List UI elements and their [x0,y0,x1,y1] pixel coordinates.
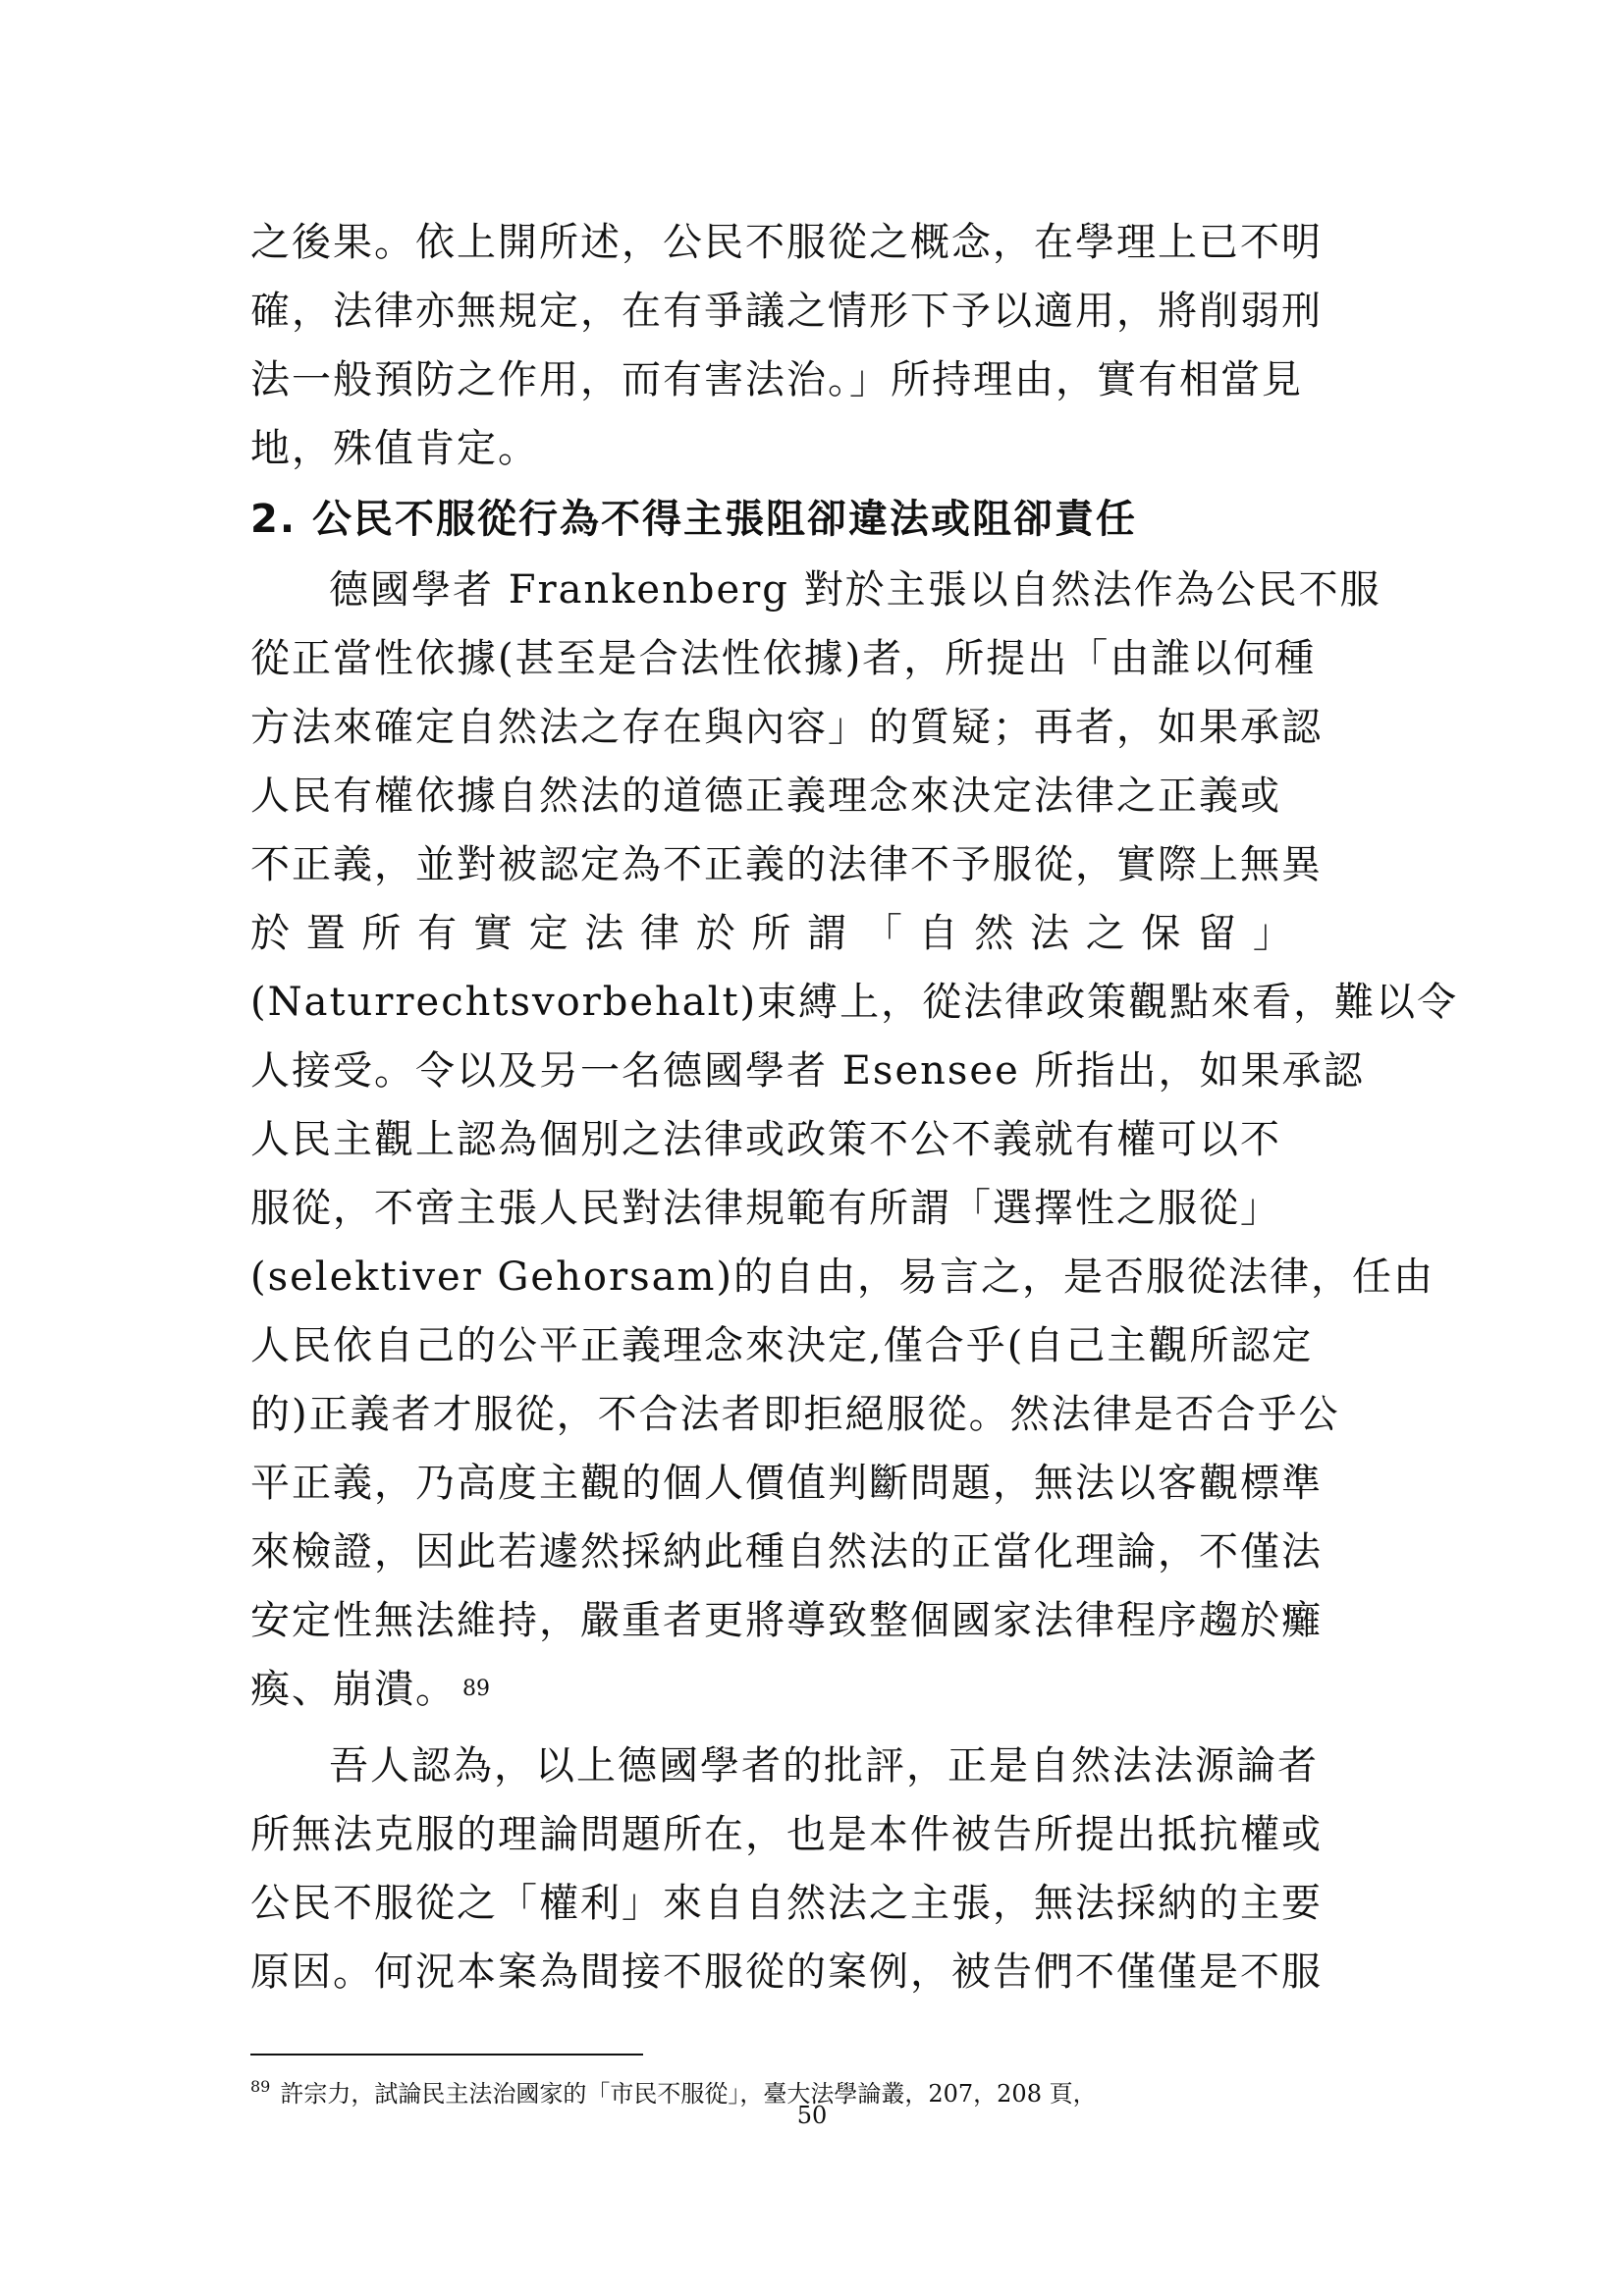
text-line: 法一般預防之作用，而有害法治。」所持理由，實有相當見 [250,357,1303,402]
text-line: 地，殊值肯定。 [250,426,539,471]
paragraph-line-text: 瘓、崩潰。 [250,1667,457,1712]
paragraph-line: 公民不服從之「權利」來自自然法之主張，無法採納的主要 [250,1881,1323,1926]
paragraph-line: (selektiver Gehorsam)的自由，易言之，是否服從法律，任由 [250,1255,1435,1300]
footnote-reference[interactable]: 89 [462,1677,490,1701]
paragraph-last-line [250,1655,1381,1724]
page-number: 50 [796,2102,828,2129]
text-line: 之後果。依上開所述，公民不服從之概念，在學理上已不明 [250,220,1323,265]
paragraph-line: 不正義，並對被認定為不正義的法律不予服從，實際上無異 [250,842,1323,887]
paragraph-line: 所無法克服的理論問題所在，也是本件被告所提出抵抗權或 [250,1812,1323,1857]
text-line: 確，法律亦無規定，在有爭議之情形下予以適用，將削弱刑 [250,289,1323,334]
paragraph-line: 於 置 所 有 實 定 法 律 於 所 謂 「 自 然 法 之 保 留 」 [250,911,1294,956]
footnote-divider [250,2054,643,2056]
paragraph-line: 安定性無法維持，嚴重者更將導致整個國家法律程序趨於癱 [250,1598,1323,1643]
paragraph-line: 從正當性依據(甚至是合法性依據)者，所提出「由誰以何種 [250,636,1317,681]
paragraph-line: 的)正義者才服從，不合法者即拒絕服從。然法律是否合乎公 [250,1392,1340,1437]
paragraph-line: 平正義，乃高度主觀的個人價值判斷問題，無法以客觀標準 [250,1461,1323,1506]
paragraph-line: 人民有權依據自然法的道德正義理念來決定法律之正義或 [250,774,1281,819]
footnote-mark: 89 [250,2077,271,2096]
paragraph-line: 德國學者 Frankenberg 對於主張以自然法作為公民不服 [329,567,1381,613]
paragraph-line: 吾人認為，以上德國學者的批評，正是自然法法源論者 [329,1743,1319,1789]
body-text [250,208,1459,2006]
paragraph-line: (Naturrechtsvorbehalt)束縛上，從法律政策觀點來看，難以令 [250,980,1459,1025]
paragraph-line: 服從，不啻主張人民對法律規範有所謂「選擇性之服從」 [250,1186,1281,1231]
footnote-text: 許宗力，試論民主法治國家的「市民不服從」，臺大法學論叢，207，208 頁， [280,2080,1097,2108]
paragraph-line: 人民依自己的公平正義理念來決定,僅合乎(自己主觀所認定 [250,1323,1314,1368]
paragraph-line: 原因。何況本案為間接不服從的案例，被告們不僅僅是不服 [250,1949,1323,1995]
section-heading: 2. 公民不服從行為不得主張阻卻違法或阻卻責任 [250,497,1137,542]
paragraph-line: 人民主觀上認為個別之法律或政策不公不義就有權可以不 [250,1117,1281,1162]
paragraph-line: 來檢證，因此若遽然採納此種自然法的正當化理論，不僅法 [250,1529,1323,1575]
paragraph-line: 人接受。令以及另一名德國學者 Esensee 所指出，如果承認 [250,1048,1365,1094]
paragraph-line: 方法來確定自然法之存在與內容」的質疑；再者，如果承認 [250,705,1323,750]
